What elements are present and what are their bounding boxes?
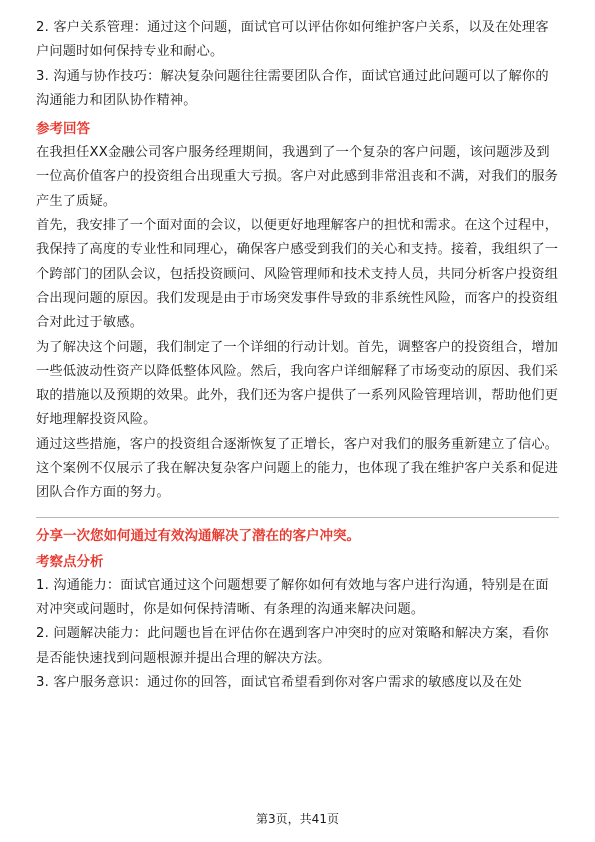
question-title: 分享一次您如何通过有效沟通解决了潜在的客户冲突。 bbox=[36, 527, 360, 544]
list-item: 3. 客户服务意识：通过你的回答，面试官希望看到你对客户需求的敏感度以及在处 bbox=[36, 674, 522, 690]
page-number: 第3页，共41页 bbox=[256, 812, 339, 826]
answer-paragraph: 为了解决这个问题，我们制定了一个详细的行动计划。首先，调整客户的投资组合，增加一些低波动性资产以降低整体风险。然后，我向客户详细解释了市场变动的原因、我们采取的措施以及预期的效果。此外，我们还为客户提供了一系列风险管理培训，帮助他们更好地理解投资风险。 bbox=[36, 339, 559, 428]
document-page bbox=[36, 16, 559, 695]
answer-paragraph: 在我担任XX金融公司客户服务经理期间，我遇到了一个复杂的客户问题，该问题涉及到一位高价值客户的投资组合出现重大亏损。客户对此感到非常沮丧和不满，对我们的服务产生了质疑。 bbox=[36, 145, 559, 209]
section-divider bbox=[36, 517, 559, 518]
answer-paragraph: 首先，我安排了一个面对面的会议，以便更好地理解客户的担忧和需求。在这个过程中，我保持了高度的专业性和同理心，确保客户感受到我们的关心和支持。接着，我组织了一个跨部门的团队会议，包括投资顾问、风险管理师和技术支持人员，共同分析客户投资组合出现问题的原因。我们发现是由于市场突发事件导致的非系统性风险，而客户的投资组合对此过于敏感。 bbox=[36, 218, 559, 331]
list-item: 3. 沟通与协作技巧：解决复杂问题往往需要团队合作，面试官通过此问题可以了解你的沟通能力和团队协作精神。 bbox=[36, 68, 549, 108]
analysis-heading: 考察点分析 bbox=[36, 553, 104, 570]
list-item: 2. 问题解决能力：此问题也旨在评估你在遇到客户冲突时的应对策略和解决方案，看你是否能快速找到问题根源并提出合理的解决方法。 bbox=[36, 626, 549, 666]
list-item: 1. 沟通能力：面试官通过这个问题想要了解你如何有效地与客户进行沟通，特别是在面对冲突或问题时，你是如何保持清晰、有条理的沟通来解决问题。 bbox=[36, 577, 549, 617]
list-item: 2. 客户关系管理：通过这个问题，面试官可以评估你如何维护客户关系，以及在处理客户问题时如何保持专业和耐心。 bbox=[36, 20, 549, 60]
answer-paragraph: 通过这些措施，客户的投资组合逐渐恢复了正增长，客户对我们的服务重新建立了信心。这个案例不仅展示了我在解决复杂客户问题上的能力，也体现了我在维护客户关系和促进团队合作方面的努力。 bbox=[36, 436, 559, 501]
answer-heading: 参考回答 bbox=[36, 121, 90, 138]
